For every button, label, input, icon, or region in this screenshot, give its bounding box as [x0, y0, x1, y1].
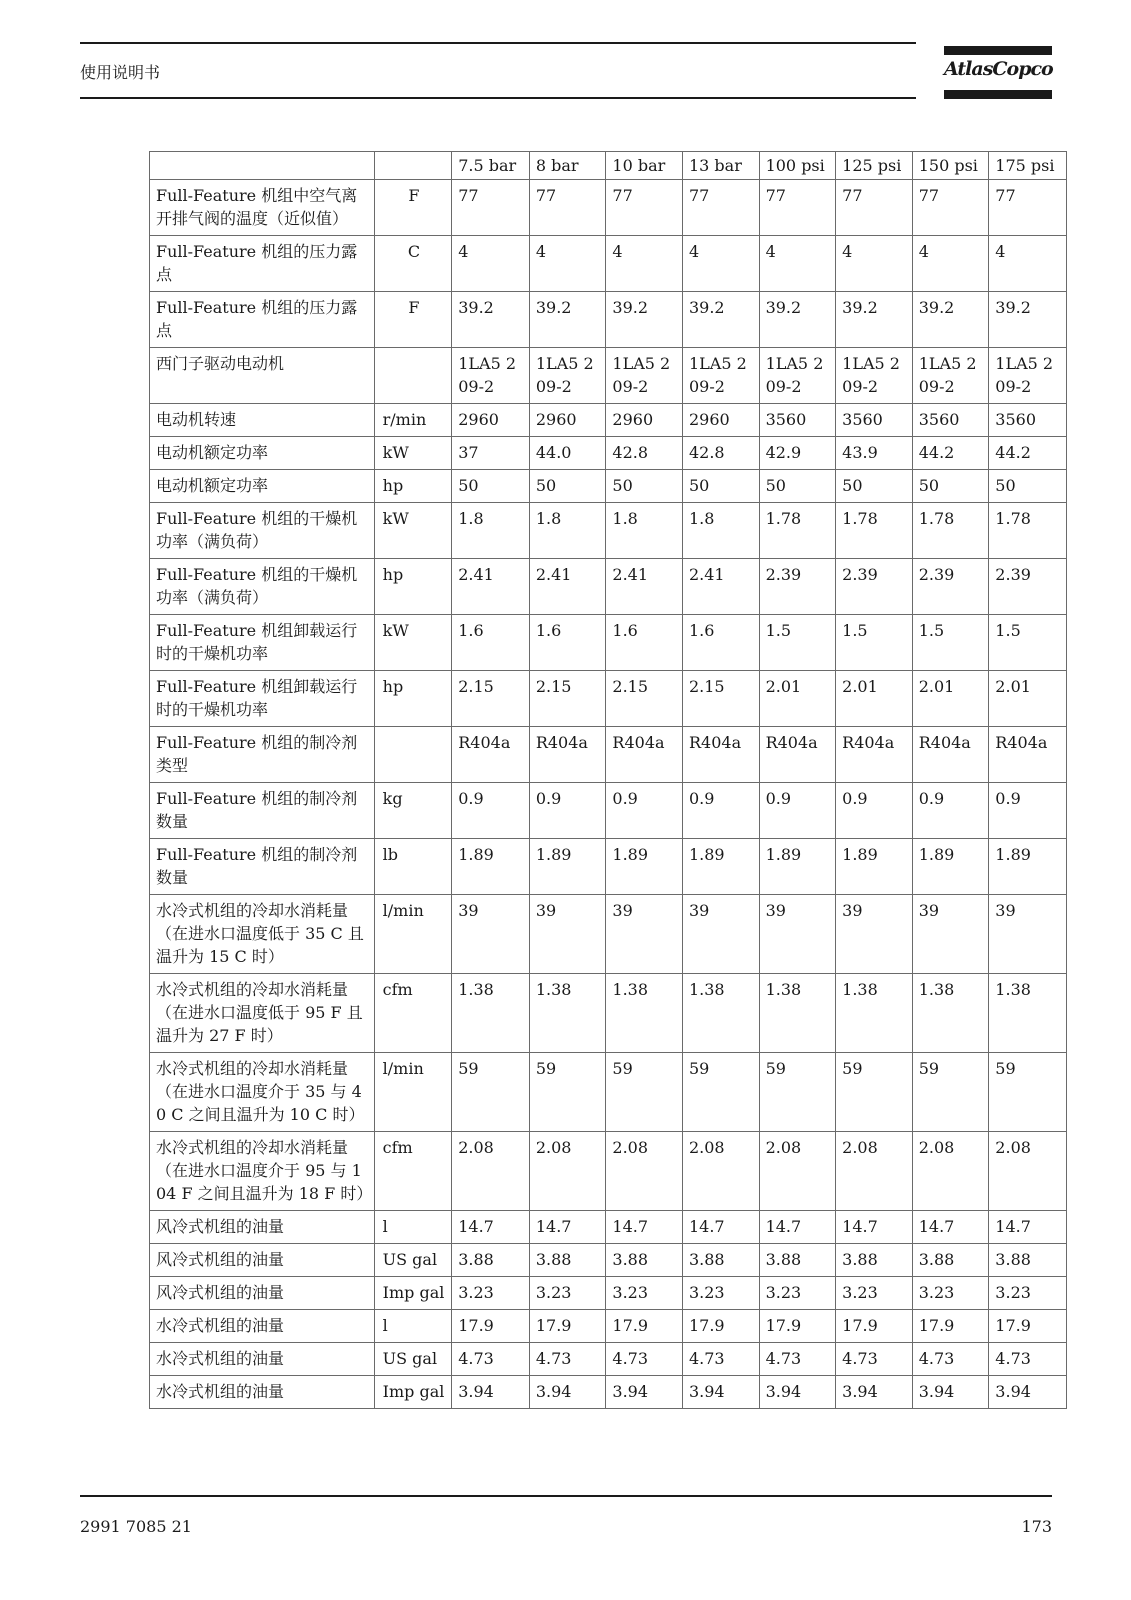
value-cell: 4 — [529, 236, 606, 292]
value-cell: 1.78 — [989, 503, 1067, 559]
value-cell: 1LA5 209-2 — [759, 348, 836, 404]
row-unit: US gal — [374, 1343, 452, 1376]
value-cell: 42.8 — [682, 437, 759, 470]
row-label: 电动机转速 — [150, 404, 375, 437]
row-unit: kW — [374, 437, 452, 470]
value-cell: 44.0 — [529, 437, 606, 470]
row-label: 风冷式机组的油量 — [150, 1211, 375, 1244]
value-cell: 3.88 — [759, 1244, 836, 1277]
table-row — [150, 1277, 1067, 1310]
value-cell: 3.88 — [606, 1244, 683, 1277]
value-cell: 1.89 — [912, 839, 989, 895]
value-cell: 50 — [912, 470, 989, 503]
value-cell: 2.08 — [606, 1132, 683, 1211]
technical-data-table — [149, 151, 1067, 1409]
value-cell: 1.38 — [529, 974, 606, 1053]
value-cell: 39 — [912, 895, 989, 974]
value-cell: 0.9 — [912, 783, 989, 839]
document-title: 使用说明书 — [80, 63, 161, 82]
value-cell: 59 — [606, 1053, 683, 1132]
value-cell: 39.2 — [452, 292, 530, 348]
row-label: 水冷式机组的冷却水消耗量（在进水口温度低于 35 C 且温升为 15 C 时） — [150, 895, 375, 974]
value-cell: 1.5 — [912, 615, 989, 671]
value-cell: 50 — [452, 470, 530, 503]
value-cell: 1.8 — [452, 503, 530, 559]
row-unit — [374, 727, 452, 783]
value-cell: 3.23 — [836, 1277, 913, 1310]
value-cell: 4.73 — [912, 1343, 989, 1376]
value-cell: 77 — [606, 180, 683, 236]
value-cell: 39 — [529, 895, 606, 974]
value-cell: 1.89 — [989, 839, 1067, 895]
value-cell: 77 — [529, 180, 606, 236]
value-cell: 3.23 — [912, 1277, 989, 1310]
value-cell: 3.23 — [759, 1277, 836, 1310]
value-cell: 3560 — [836, 404, 913, 437]
value-cell: 44.2 — [912, 437, 989, 470]
row-label: Full-Feature 机组的干燥机功率（满负荷） — [150, 559, 375, 615]
value-cell: 1.6 — [606, 615, 683, 671]
value-cell: 1.38 — [989, 974, 1067, 1053]
table-row — [150, 615, 1067, 671]
value-cell: 1.89 — [529, 839, 606, 895]
value-cell: 14.7 — [529, 1211, 606, 1244]
table-row — [150, 1310, 1067, 1343]
value-cell: 50 — [759, 470, 836, 503]
value-cell: 2.01 — [912, 671, 989, 727]
value-cell: R404a — [606, 727, 683, 783]
value-cell: 1.89 — [452, 839, 530, 895]
value-cell: 1.5 — [836, 615, 913, 671]
row-unit: l — [374, 1310, 452, 1343]
value-cell: 17.9 — [912, 1310, 989, 1343]
footer-rule — [80, 1495, 1052, 1497]
value-cell: 1.38 — [912, 974, 989, 1053]
value-cell: 3.88 — [989, 1244, 1067, 1277]
value-cell: 3.94 — [912, 1376, 989, 1409]
value-cell: 14.7 — [912, 1211, 989, 1244]
value-cell: 2.08 — [529, 1132, 606, 1211]
table-row — [150, 236, 1067, 292]
value-cell: 1.78 — [836, 503, 913, 559]
value-cell: 3.23 — [452, 1277, 530, 1310]
value-cell: 50 — [606, 470, 683, 503]
table-row — [150, 180, 1067, 236]
value-cell: 14.7 — [836, 1211, 913, 1244]
value-cell: 4.73 — [529, 1343, 606, 1376]
value-cell: 1.89 — [606, 839, 683, 895]
value-cell: 4 — [606, 236, 683, 292]
logo-bar-bottom — [944, 90, 1052, 99]
value-cell: 3.88 — [452, 1244, 530, 1277]
value-cell: 59 — [682, 1053, 759, 1132]
value-cell: 14.7 — [452, 1211, 530, 1244]
table-row — [150, 559, 1067, 615]
value-cell: 14.7 — [682, 1211, 759, 1244]
row-label: 水冷式机组的油量 — [150, 1376, 375, 1409]
value-cell: 1.6 — [529, 615, 606, 671]
value-cell: 39.2 — [682, 292, 759, 348]
value-cell: 37 — [452, 437, 530, 470]
value-cell: R404a — [989, 727, 1067, 783]
logo-bar-top — [944, 46, 1052, 55]
row-unit: l — [374, 1211, 452, 1244]
value-cell: 3.94 — [836, 1376, 913, 1409]
value-cell: 3560 — [912, 404, 989, 437]
value-cell: 0.9 — [836, 783, 913, 839]
row-unit: cfm — [374, 974, 452, 1053]
table-row — [150, 1343, 1067, 1376]
row-label: 水冷式机组的冷却水消耗量（在进水口温度介于 95 与 104 F 之间且温升为 18 F 时） — [150, 1132, 375, 1211]
value-cell: 2.08 — [759, 1132, 836, 1211]
value-cell: 0.9 — [989, 783, 1067, 839]
row-unit: US gal — [374, 1244, 452, 1277]
row-unit — [374, 348, 452, 404]
value-cell: 43.9 — [836, 437, 913, 470]
value-cell: 50 — [836, 470, 913, 503]
row-label: 电动机额定功率 — [150, 437, 375, 470]
value-cell: 2.15 — [606, 671, 683, 727]
row-label: 风冷式机组的油量 — [150, 1277, 375, 1310]
table-row — [150, 404, 1067, 437]
value-cell: 3.94 — [759, 1376, 836, 1409]
value-cell: 4.73 — [836, 1343, 913, 1376]
column-header: 13 bar — [682, 152, 759, 180]
value-cell: 39.2 — [912, 292, 989, 348]
value-cell: 1LA5 209-2 — [606, 348, 683, 404]
table-row — [150, 292, 1067, 348]
value-cell: 2.08 — [682, 1132, 759, 1211]
table-row — [150, 1132, 1067, 1211]
table-row — [150, 503, 1067, 559]
value-cell: 1.8 — [529, 503, 606, 559]
value-cell: 2.15 — [529, 671, 606, 727]
page-number: 173 — [1021, 1517, 1052, 1536]
row-label: 电动机额定功率 — [150, 470, 375, 503]
table-row — [150, 839, 1067, 895]
value-cell: 2960 — [529, 404, 606, 437]
value-cell: 3.88 — [912, 1244, 989, 1277]
row-label: Full-Feature 机组中空气离开排气阀的温度（近似值） — [150, 180, 375, 236]
row-label: 水冷式机组的油量 — [150, 1310, 375, 1343]
value-cell: 1.5 — [989, 615, 1067, 671]
header-rule-top — [80, 42, 916, 44]
column-header: 8 bar — [529, 152, 606, 180]
logo-wordmark: AtlasCopco — [944, 58, 1053, 80]
row-label: 风冷式机组的油量 — [150, 1244, 375, 1277]
row-label: 水冷式机组的油量 — [150, 1343, 375, 1376]
table-row — [150, 671, 1067, 727]
value-cell: 17.9 — [759, 1310, 836, 1343]
row-label: 水冷式机组的冷却水消耗量（在进水口温度介于 35 与 40 C 之间且温升为 10 C 时） — [150, 1053, 375, 1132]
row-unit: hp — [374, 559, 452, 615]
value-cell: R404a — [836, 727, 913, 783]
row-unit: cfm — [374, 1132, 452, 1211]
value-cell: 4 — [682, 236, 759, 292]
row-unit: lb — [374, 839, 452, 895]
value-cell: 4.73 — [606, 1343, 683, 1376]
value-cell: 3560 — [989, 404, 1067, 437]
value-cell: 77 — [452, 180, 530, 236]
value-cell: 42.8 — [606, 437, 683, 470]
row-unit: Imp gal — [374, 1376, 452, 1409]
value-cell: 17.9 — [682, 1310, 759, 1343]
row-unit: kW — [374, 503, 452, 559]
column-header: 7.5 bar — [452, 152, 530, 180]
table-row — [150, 470, 1067, 503]
row-label: Full-Feature 机组的压力露点 — [150, 236, 375, 292]
value-cell: 4 — [989, 236, 1067, 292]
column-header: 175 psi — [989, 152, 1067, 180]
value-cell: 17.9 — [836, 1310, 913, 1343]
row-unit: hp — [374, 470, 452, 503]
value-cell: 39 — [989, 895, 1067, 974]
value-cell: 59 — [759, 1053, 836, 1132]
value-cell: 1LA5 209-2 — [912, 348, 989, 404]
value-cell: 39.2 — [989, 292, 1067, 348]
value-cell: 4 — [452, 236, 530, 292]
value-cell: 39 — [759, 895, 836, 974]
value-cell: 3.94 — [989, 1376, 1067, 1409]
value-cell: 59 — [529, 1053, 606, 1132]
value-cell: 1LA5 209-2 — [682, 348, 759, 404]
value-cell: 4.73 — [989, 1343, 1067, 1376]
value-cell: 3.88 — [529, 1244, 606, 1277]
column-header: 10 bar — [606, 152, 683, 180]
value-cell: 77 — [759, 180, 836, 236]
value-cell: 3.88 — [836, 1244, 913, 1277]
value-cell: 1.38 — [606, 974, 683, 1053]
table-row — [150, 1376, 1067, 1409]
value-cell: 2960 — [682, 404, 759, 437]
value-cell: 2960 — [452, 404, 530, 437]
value-cell: 2.39 — [912, 559, 989, 615]
value-cell: 39.2 — [529, 292, 606, 348]
value-cell: 39.2 — [836, 292, 913, 348]
value-cell: 1.8 — [606, 503, 683, 559]
value-cell: 17.9 — [989, 1310, 1067, 1343]
value-cell: 14.7 — [759, 1211, 836, 1244]
value-cell: 4 — [912, 236, 989, 292]
document-number: 2991 7085 21 — [80, 1517, 192, 1536]
row-unit: F — [374, 180, 452, 236]
row-unit: l/min — [374, 1053, 452, 1132]
value-cell: 50 — [682, 470, 759, 503]
value-cell: 39.2 — [759, 292, 836, 348]
value-cell: 1LA5 209-2 — [529, 348, 606, 404]
row-unit: Imp gal — [374, 1277, 452, 1310]
value-cell: 4.73 — [759, 1343, 836, 1376]
row-label: 水冷式机组的冷却水消耗量（在进水口温度低于 95 F 且温升为 27 F 时） — [150, 974, 375, 1053]
value-cell: 2.01 — [836, 671, 913, 727]
row-label: Full-Feature 机组的压力露点 — [150, 292, 375, 348]
row-unit: kg — [374, 783, 452, 839]
row-unit: F — [374, 292, 452, 348]
value-cell: 3.23 — [682, 1277, 759, 1310]
value-cell: R404a — [912, 727, 989, 783]
column-header: 150 psi — [912, 152, 989, 180]
value-cell: 1LA5 209-2 — [989, 348, 1067, 404]
value-cell: 39.2 — [606, 292, 683, 348]
value-cell: 17.9 — [606, 1310, 683, 1343]
value-cell: 4 — [759, 236, 836, 292]
value-cell: 1LA5 209-2 — [836, 348, 913, 404]
value-cell: 77 — [682, 180, 759, 236]
value-cell: 77 — [836, 180, 913, 236]
row-unit: kW — [374, 615, 452, 671]
value-cell: 1.5 — [759, 615, 836, 671]
row-unit: l/min — [374, 895, 452, 974]
table-row — [150, 727, 1067, 783]
value-cell: 59 — [912, 1053, 989, 1132]
value-cell: 39 — [606, 895, 683, 974]
value-cell: 39 — [682, 895, 759, 974]
table-row — [150, 974, 1067, 1053]
column-header: 125 psi — [836, 152, 913, 180]
row-label: Full-Feature 机组的制冷剂类型 — [150, 727, 375, 783]
value-cell: 42.9 — [759, 437, 836, 470]
value-cell: 2.01 — [989, 671, 1067, 727]
value-cell: 77 — [989, 180, 1067, 236]
value-cell: 2.39 — [836, 559, 913, 615]
value-cell: 2.08 — [989, 1132, 1067, 1211]
value-cell: 2.15 — [452, 671, 530, 727]
value-cell: 3.94 — [529, 1376, 606, 1409]
value-cell: 3560 — [759, 404, 836, 437]
value-cell: 0.9 — [682, 783, 759, 839]
value-cell: 3.23 — [989, 1277, 1067, 1310]
value-cell: 77 — [912, 180, 989, 236]
row-label: Full-Feature 机组卸载运行时的干燥机功率 — [150, 615, 375, 671]
value-cell: 1.6 — [452, 615, 530, 671]
value-cell: 50 — [989, 470, 1067, 503]
value-cell: 39 — [836, 895, 913, 974]
value-cell: R404a — [759, 727, 836, 783]
value-cell: 1.89 — [836, 839, 913, 895]
value-cell: 2.41 — [606, 559, 683, 615]
column-header: 100 psi — [759, 152, 836, 180]
row-label: Full-Feature 机组卸载运行时的干燥机功率 — [150, 671, 375, 727]
value-cell: 0.9 — [529, 783, 606, 839]
value-cell: 1.89 — [759, 839, 836, 895]
table-row — [150, 1053, 1067, 1132]
row-unit: hp — [374, 671, 452, 727]
table-header-row — [150, 152, 1067, 180]
value-cell: 2.15 — [682, 671, 759, 727]
value-cell: 2.08 — [912, 1132, 989, 1211]
value-cell: 4 — [836, 236, 913, 292]
value-cell: 3.94 — [452, 1376, 530, 1409]
row-label: Full-Feature 机组的制冷剂数量 — [150, 783, 375, 839]
value-cell: R404a — [682, 727, 759, 783]
value-cell: 2.41 — [452, 559, 530, 615]
value-cell: 2.39 — [989, 559, 1067, 615]
value-cell: 17.9 — [452, 1310, 530, 1343]
value-cell: 39 — [452, 895, 530, 974]
value-cell: 2960 — [606, 404, 683, 437]
value-cell: 1.6 — [682, 615, 759, 671]
value-cell: 14.7 — [606, 1211, 683, 1244]
value-cell: 0.9 — [452, 783, 530, 839]
value-cell: 17.9 — [529, 1310, 606, 1343]
row-label: Full-Feature 机组的制冷剂数量 — [150, 839, 375, 895]
value-cell: 1.78 — [912, 503, 989, 559]
value-cell: 59 — [452, 1053, 530, 1132]
row-label: 西门子驱动电动机 — [150, 348, 375, 404]
value-cell: 59 — [989, 1053, 1067, 1132]
column-header — [374, 152, 452, 180]
column-header — [150, 152, 375, 180]
value-cell: R404a — [452, 727, 530, 783]
row-unit: C — [374, 236, 452, 292]
value-cell: 1.89 — [682, 839, 759, 895]
row-unit: r/min — [374, 404, 452, 437]
value-cell: 4.73 — [682, 1343, 759, 1376]
value-cell: 0.9 — [759, 783, 836, 839]
value-cell: 2.41 — [529, 559, 606, 615]
table-row — [150, 437, 1067, 470]
value-cell: 3.94 — [682, 1376, 759, 1409]
value-cell: 2.01 — [759, 671, 836, 727]
value-cell: 3.94 — [606, 1376, 683, 1409]
table-row — [150, 1244, 1067, 1277]
value-cell: 4.73 — [452, 1343, 530, 1376]
value-cell: 1.78 — [759, 503, 836, 559]
value-cell: 44.2 — [989, 437, 1067, 470]
value-cell: 1.8 — [682, 503, 759, 559]
row-label: Full-Feature 机组的干燥机功率（满负荷） — [150, 503, 375, 559]
value-cell: 1.38 — [759, 974, 836, 1053]
value-cell: 2.41 — [682, 559, 759, 615]
atlas-copco-logo — [944, 46, 1052, 100]
header-rule-bottom — [80, 97, 916, 99]
value-cell: 2.39 — [759, 559, 836, 615]
value-cell: 50 — [529, 470, 606, 503]
value-cell: 3.23 — [529, 1277, 606, 1310]
table-row — [150, 895, 1067, 974]
value-cell: 0.9 — [606, 783, 683, 839]
value-cell: 3.23 — [606, 1277, 683, 1310]
table-row — [150, 783, 1067, 839]
value-cell: 2.08 — [836, 1132, 913, 1211]
value-cell: 1.38 — [836, 974, 913, 1053]
value-cell: 2.08 — [452, 1132, 530, 1211]
value-cell: 14.7 — [989, 1211, 1067, 1244]
value-cell: R404a — [529, 727, 606, 783]
table-row — [150, 348, 1067, 404]
table-row — [150, 1211, 1067, 1244]
value-cell: 1.38 — [452, 974, 530, 1053]
value-cell: 59 — [836, 1053, 913, 1132]
value-cell: 1LA5 209-2 — [452, 348, 530, 404]
value-cell: 1.38 — [682, 974, 759, 1053]
value-cell: 3.88 — [682, 1244, 759, 1277]
